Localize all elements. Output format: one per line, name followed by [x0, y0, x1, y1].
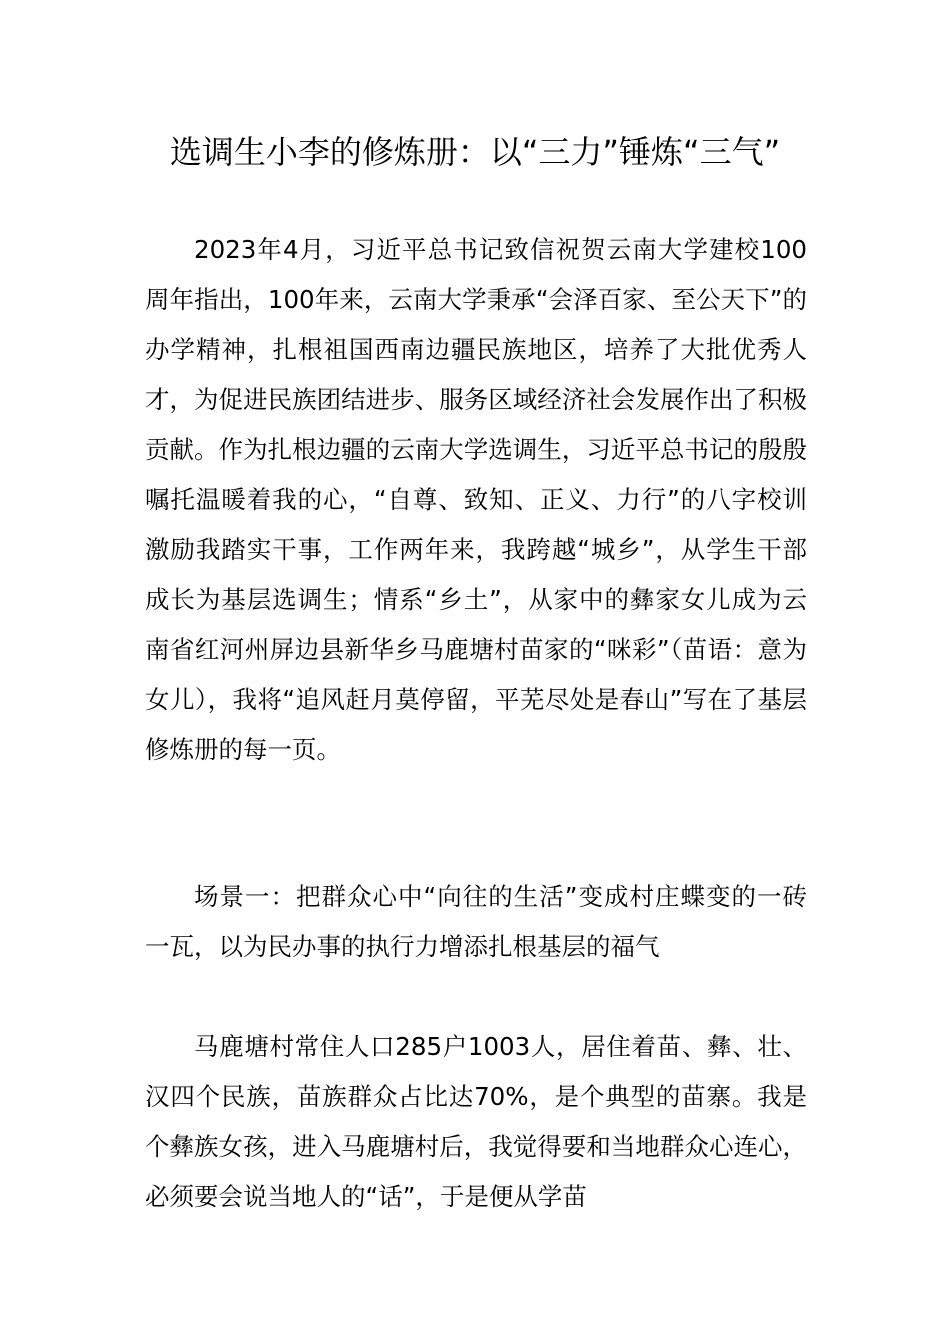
body-paragraph: 马鹿塘村常住人口285户1003人，居住着苗、彝、壮、汉四个民族，苗族群众占比达70%，是个典型的苗寨。我是个彝族女孩，进入马鹿塘村后，我觉得要和当地群众心连心，必须要会说当地人的“话”，于是便从学苗 — [145, 1032, 807, 1211]
document-title: 选调生小李的修炼册：以“三力”锤炼“三气” — [169, 133, 781, 171]
scene-one-heading: 场景一：把群众心中“向往的生活”变成村庄蝶变的一砖一瓦，以为民办事的执行力增添扎根基层的福气 — [145, 882, 807, 961]
intro-paragraph: 2023年4月，习近平总书记致信祝贺云南大学建校100周年指出，100年来，云南大学秉承“会泽百家、至公天下”的办学精神，扎根祖国西南边疆民族地区，培养了大批优秀人才，为促进民族团结进步、服务区域经济社会发展作出了积极贡献。作为扎根边疆的云南大学选调生，习近平总书记的殷殷嘱托温暖着我的心，“自尊、致知、正义、力行”的八字校训激励我踏实干事，工作两年来，我跨越“城乡”，从学生干部成长为基层选调生；情系“乡土”，从家中的彝家女儿成为云南省红河州屏边县新华乡马鹿塘村苗家的“咪彩”（苗语：意为女儿），我将“追风赶月莫停留，平芜尽处是春山”写在了基层修炼册的每一页。 — [145, 235, 807, 764]
